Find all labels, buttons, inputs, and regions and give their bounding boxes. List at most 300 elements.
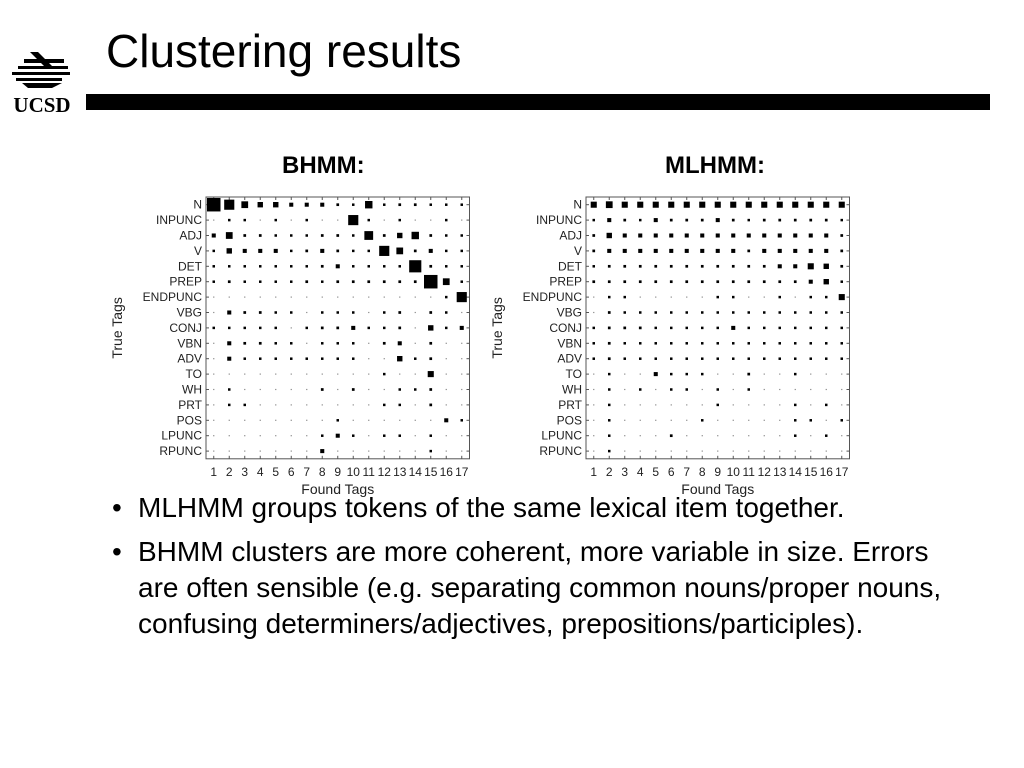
heatmap-cell xyxy=(794,311,797,314)
heatmap-cell xyxy=(841,374,842,375)
heatmap-cell xyxy=(637,202,643,208)
x-tick-label: 17 xyxy=(835,464,849,479)
heatmap-cell xyxy=(352,280,355,283)
heatmap-cell xyxy=(306,420,307,421)
heatmap-cell xyxy=(306,219,309,222)
heatmap-cell xyxy=(671,420,672,421)
y-tick-label: INPUNC xyxy=(535,213,582,228)
heatmap-cell xyxy=(717,388,720,391)
heatmap-cell xyxy=(640,374,641,375)
heatmap-cell xyxy=(275,280,278,283)
heatmap-cell xyxy=(446,358,447,359)
heatmap-cell xyxy=(337,311,340,314)
heatmap-cell xyxy=(368,312,369,313)
heatmap-cell xyxy=(291,374,292,375)
heatmap-cell xyxy=(701,311,704,314)
heatmap-cell xyxy=(686,297,687,298)
heatmap-cell xyxy=(717,357,720,360)
heatmap-cell xyxy=(717,435,718,436)
heatmap-cell xyxy=(669,233,673,237)
heatmap-cell xyxy=(429,404,432,407)
heatmap-cell xyxy=(275,234,278,237)
heatmap-cell xyxy=(368,219,371,222)
heatmap-cell xyxy=(229,297,230,298)
heatmap-cell xyxy=(748,297,749,298)
heatmap-cell xyxy=(840,265,843,268)
heatmap-cell xyxy=(653,202,659,208)
mlhmm-chart-title: MLHMM: xyxy=(665,152,765,179)
heatmap-cell xyxy=(654,372,658,376)
heatmap-cell xyxy=(655,342,658,345)
heatmap-cell xyxy=(461,419,464,422)
heatmap-cell xyxy=(624,311,627,314)
heatmap-cell xyxy=(733,451,734,452)
heatmap-cell xyxy=(446,389,447,390)
heatmap-cell xyxy=(228,219,231,222)
heatmap-cell xyxy=(384,420,385,421)
heatmap-cell xyxy=(291,297,292,298)
heatmap-cell xyxy=(655,357,658,360)
heatmap-cell xyxy=(383,373,386,376)
heatmap-cell xyxy=(779,451,780,452)
heatmap-cell xyxy=(461,312,462,313)
heatmap-cell xyxy=(398,203,401,206)
x-tick-label: 14 xyxy=(408,464,422,479)
heatmap-cell xyxy=(430,420,431,421)
heatmap-cell xyxy=(701,280,704,283)
heatmap-cell xyxy=(764,420,765,421)
heatmap-cell xyxy=(274,249,278,253)
heatmap-cell xyxy=(336,264,340,268)
heatmap-cell xyxy=(430,297,431,298)
heatmap-cell xyxy=(732,265,735,268)
heatmap-cell xyxy=(794,434,797,437)
heatmap-cell xyxy=(397,233,402,238)
heatmap-cell xyxy=(670,357,673,360)
heatmap-cell xyxy=(399,219,402,222)
heatmap-cell xyxy=(399,265,402,268)
heatmap-cell xyxy=(461,280,464,283)
heatmap-cell xyxy=(352,203,355,206)
heatmap-cell xyxy=(275,311,278,314)
heatmap-cell xyxy=(794,404,797,407)
heatmap-cell xyxy=(795,451,796,452)
heatmap-cell xyxy=(747,265,750,268)
heatmap-cell xyxy=(320,249,324,253)
heatmap-cell xyxy=(731,233,735,237)
y-axis-label: True Tags xyxy=(489,297,505,359)
heatmap-cell xyxy=(717,311,720,314)
heatmap-cell xyxy=(686,311,689,314)
heatmap-cell xyxy=(593,219,596,222)
heatmap-cell xyxy=(841,404,842,405)
heatmap-cell xyxy=(701,219,704,222)
heatmap-cell xyxy=(685,233,689,237)
x-tick-label: 8 xyxy=(318,464,326,479)
heatmap-cell xyxy=(810,404,811,405)
slide-title: Clustering results xyxy=(106,25,462,77)
heatmap-cell xyxy=(321,265,324,268)
heatmap-cell xyxy=(461,358,462,359)
heatmap-cell xyxy=(244,451,245,452)
heatmap-cell xyxy=(824,233,828,237)
heatmap-cell xyxy=(761,202,767,208)
heatmap-cell xyxy=(227,341,231,345)
heatmap-cell xyxy=(258,249,262,253)
heatmap-cell xyxy=(732,311,735,314)
heatmap-cell xyxy=(414,250,417,253)
heatmap-cell xyxy=(593,297,594,298)
heatmap-cell xyxy=(445,250,448,253)
heatmap-cell xyxy=(384,220,385,221)
heatmap-cell xyxy=(429,265,432,268)
heatmap-cell xyxy=(258,202,263,207)
heatmap-cell xyxy=(809,249,813,253)
heatmap-cell xyxy=(639,311,642,314)
heatmap-cell xyxy=(746,202,752,208)
heatmap-cell xyxy=(701,327,704,330)
heatmap-cell xyxy=(640,297,641,298)
heatmap-cell xyxy=(306,374,307,375)
heatmap-cell xyxy=(275,404,276,405)
y-tick-label: DET xyxy=(178,259,202,274)
y-tick-label: ADJ xyxy=(179,228,202,243)
heatmap-cell xyxy=(808,202,814,208)
heatmap-cell xyxy=(763,280,766,283)
y-tick-label: PRT xyxy=(178,397,202,412)
heatmap-cell xyxy=(444,418,448,422)
heatmap-cell xyxy=(639,219,642,222)
heatmap-cell xyxy=(809,280,813,284)
heatmap-cell xyxy=(399,297,400,298)
heatmap-cell xyxy=(415,327,416,328)
heatmap-cell xyxy=(383,203,386,206)
heatmap-cell xyxy=(428,325,433,330)
x-tick-label: 11 xyxy=(362,464,375,479)
heatmap-cell xyxy=(399,388,402,391)
heatmap-cell xyxy=(430,220,431,221)
x-tick-label: 8 xyxy=(698,464,706,479)
heatmap-cell xyxy=(777,202,783,208)
heatmap-cell xyxy=(779,389,780,390)
x-axis-label: Found Tags xyxy=(681,480,755,497)
x-tick-label: 14 xyxy=(788,464,802,479)
heatmap-cell xyxy=(593,265,596,268)
heatmap-cell xyxy=(291,389,292,390)
heatmap-cell xyxy=(841,219,844,222)
heatmap-cell xyxy=(275,451,276,452)
heatmap-cell xyxy=(668,202,674,208)
heatmap-cell xyxy=(322,420,323,421)
heatmap-cell xyxy=(321,388,324,391)
heatmap-cell xyxy=(368,358,369,359)
heatmap-cell xyxy=(384,451,385,452)
heatmap-cell xyxy=(429,249,433,253)
heatmap-cell xyxy=(352,265,355,268)
heatmap-cell xyxy=(638,233,642,237)
heatmap-cell xyxy=(213,435,214,436)
x-tick-label: 13 xyxy=(773,464,787,479)
heatmap-cell xyxy=(764,435,765,436)
heatmap-cell xyxy=(655,404,656,405)
heatmap-cell xyxy=(352,250,355,253)
heatmap-cell xyxy=(383,327,386,330)
y-tick-label: PREP xyxy=(549,274,582,289)
heatmap-cell xyxy=(227,310,231,314)
heatmap-cell xyxy=(640,420,641,421)
heatmap-cell xyxy=(430,203,433,206)
heatmap-cell xyxy=(747,250,750,253)
heatmap-cell xyxy=(778,219,781,222)
heatmap-cell xyxy=(461,404,462,405)
heatmap-cell xyxy=(639,280,642,283)
heatmap-cell xyxy=(352,388,355,391)
heatmap-cell xyxy=(461,220,462,221)
heatmap-cell xyxy=(624,451,625,452)
heatmap-cell xyxy=(399,404,402,407)
heatmap-cell xyxy=(337,389,338,390)
heatmap-cell xyxy=(655,435,656,436)
heatmap-cell xyxy=(321,357,324,360)
heatmap-cell xyxy=(461,374,462,375)
heatmap-cell xyxy=(336,280,339,283)
heatmap-cell xyxy=(747,373,750,376)
heatmap-cell xyxy=(608,404,611,407)
heatmap-cell xyxy=(748,311,751,314)
heatmap-cell xyxy=(213,265,216,268)
heatmap-cell xyxy=(702,451,703,452)
heatmap-cell xyxy=(748,219,751,222)
heatmap-cell xyxy=(461,203,464,206)
heatmap-cell xyxy=(244,280,247,283)
x-tick-label: 4 xyxy=(636,464,644,479)
heatmap-cell xyxy=(273,202,278,207)
heatmap-cell xyxy=(747,233,751,237)
heatmap-cell xyxy=(321,311,324,314)
y-tick-label: RPUNC xyxy=(539,444,582,459)
heatmap-cell xyxy=(446,374,447,375)
heatmap-cell xyxy=(398,327,401,330)
y-tick-label: PRT xyxy=(558,397,582,412)
heatmap-cell xyxy=(398,311,401,314)
heatmap-cell xyxy=(764,451,765,452)
heatmap-cell xyxy=(415,451,416,452)
heatmap-cell xyxy=(207,198,221,212)
heatmap-cell xyxy=(213,451,214,452)
heatmap-cell xyxy=(415,297,416,298)
heatmap-cell xyxy=(592,280,595,283)
heatmap-cell xyxy=(383,234,386,237)
heatmap-cell xyxy=(593,451,594,452)
heatmap-cell xyxy=(430,450,433,453)
heatmap-cell xyxy=(808,263,814,269)
heatmap-cell xyxy=(415,374,416,375)
heatmap-cell xyxy=(337,220,338,221)
heatmap-cell xyxy=(445,296,448,299)
heatmap-cell xyxy=(384,297,385,298)
y-tick-label: LPUNC xyxy=(161,428,202,443)
heatmap-cell xyxy=(593,404,594,405)
heatmap-cell xyxy=(260,420,261,421)
heatmap-cell xyxy=(731,249,735,253)
heatmap-cell xyxy=(699,202,705,208)
x-tick-label: 16 xyxy=(819,464,833,479)
x-tick-label: 12 xyxy=(377,464,391,479)
heatmap-cell xyxy=(778,233,782,237)
heatmap-cell xyxy=(764,404,765,405)
heatmap-cell xyxy=(624,404,625,405)
heatmap-cell xyxy=(670,280,673,283)
heatmap-cell xyxy=(260,389,261,390)
heatmap-cell xyxy=(717,404,720,407)
heatmap-cell xyxy=(826,374,827,375)
heatmap-cell xyxy=(841,357,844,360)
heatmap-cell xyxy=(290,234,293,237)
heatmap-cell xyxy=(243,342,246,345)
heatmap-cell xyxy=(607,233,612,238)
heatmap-cell xyxy=(655,311,658,314)
heatmap-cell xyxy=(839,294,845,300)
heatmap-cell xyxy=(823,202,829,208)
heatmap-cell xyxy=(336,250,339,253)
heatmap-cell xyxy=(244,389,245,390)
heatmap-cell xyxy=(700,233,704,237)
heatmap-cell xyxy=(810,451,811,452)
heatmap-cell xyxy=(383,434,386,437)
x-tick-label: 3 xyxy=(621,464,629,479)
heatmap-cell xyxy=(337,297,338,298)
heatmap-cell xyxy=(779,420,780,421)
heatmap-cell xyxy=(337,451,338,452)
heatmap-cell xyxy=(670,373,673,376)
heatmap-cell xyxy=(593,435,594,436)
heatmap-cell xyxy=(841,451,842,452)
heatmap-cell xyxy=(212,233,216,237)
heatmap-cell xyxy=(336,234,339,237)
heatmap-cell xyxy=(398,341,402,345)
y-tick-label: ADJ xyxy=(559,228,582,243)
heatmap-cell xyxy=(368,435,369,436)
heatmap-cell xyxy=(291,451,292,452)
heatmap-cell xyxy=(306,451,307,452)
heatmap-cell xyxy=(623,233,627,237)
heatmap-cell xyxy=(655,420,656,421)
heatmap-cell xyxy=(607,218,611,222)
heatmap-cell xyxy=(733,374,734,375)
heatmap-cell xyxy=(732,342,735,345)
heatmap-cell xyxy=(624,296,627,299)
heatmap-cell xyxy=(289,203,293,207)
heatmap-cell xyxy=(730,202,736,208)
heatmap-cell xyxy=(623,327,626,330)
heatmap-cell xyxy=(415,312,416,313)
heatmap-cell xyxy=(228,327,231,330)
heatmap-cell xyxy=(839,202,845,208)
heatmap-cell xyxy=(640,451,641,452)
y-tick-label: WH xyxy=(182,382,202,397)
heatmap-cell xyxy=(213,297,214,298)
heatmap-cell xyxy=(337,342,340,345)
heatmap-cell xyxy=(608,434,611,437)
heatmap-cell xyxy=(794,342,797,345)
heatmap-cell xyxy=(383,342,386,345)
heatmap-cell xyxy=(213,327,216,330)
x-tick-label: 16 xyxy=(439,464,453,479)
y-tick-label: VBN xyxy=(557,336,582,351)
heatmap-cell xyxy=(352,357,355,360)
heatmap-cell xyxy=(259,234,262,237)
heatmap-cell xyxy=(396,248,403,255)
heatmap-cell xyxy=(670,327,673,330)
heatmap-cell xyxy=(778,280,781,283)
heatmap-cell xyxy=(398,280,401,283)
heatmap-cell xyxy=(213,420,214,421)
heatmap-cell xyxy=(608,311,611,314)
heatmap-cell xyxy=(825,342,828,345)
heatmap-cell xyxy=(810,374,811,375)
heatmap-cell xyxy=(608,357,611,360)
heatmap-cell xyxy=(367,280,370,283)
x-tick-label: 2 xyxy=(605,464,613,479)
heatmap-cell xyxy=(701,265,704,268)
heatmap-cell xyxy=(840,250,843,253)
heatmap-cell xyxy=(291,404,292,405)
heatmap-cell xyxy=(639,265,642,268)
heatmap-cell xyxy=(259,311,262,314)
heatmap-cell xyxy=(260,451,261,452)
x-tick-label: 3 xyxy=(241,464,249,479)
heatmap-cell xyxy=(778,264,782,268)
title-rule xyxy=(86,94,990,110)
heatmap-cell xyxy=(379,246,389,256)
heatmap-cell xyxy=(213,343,214,344)
heatmap-cell xyxy=(260,374,261,375)
heatmap-cell xyxy=(409,260,421,272)
heatmap-cell xyxy=(368,451,369,452)
heatmap-cell xyxy=(336,434,340,438)
heatmap-cell xyxy=(383,404,386,407)
heatmap-cell xyxy=(686,357,689,360)
y-tick-label: WH xyxy=(562,382,582,397)
y-tick-label: POS xyxy=(556,413,582,428)
heatmap-cell xyxy=(825,296,828,299)
x-tick-label: 15 xyxy=(424,464,438,479)
heatmap-cell xyxy=(733,420,734,421)
heatmap-cell xyxy=(810,296,813,299)
heatmap-cell xyxy=(826,451,827,452)
heatmap-cell xyxy=(748,435,749,436)
heatmap-cell xyxy=(654,233,658,237)
heatmap-cell xyxy=(275,342,278,345)
heatmap-cell xyxy=(655,327,658,330)
heatmap-cell xyxy=(732,280,735,283)
heatmap-cell xyxy=(810,327,813,330)
heatmap-cell xyxy=(226,232,233,239)
ucsd-logo xyxy=(4,50,80,120)
heatmap-cell xyxy=(415,404,416,405)
x-tick-label: 10 xyxy=(726,464,740,479)
heatmap-cell xyxy=(306,327,309,330)
heatmap-cell xyxy=(778,249,782,253)
heatmap-cell xyxy=(763,327,766,330)
heatmap-cell xyxy=(762,249,766,253)
heatmap-cell xyxy=(244,435,245,436)
x-tick-label: 17 xyxy=(455,464,469,479)
heatmap-cell xyxy=(702,435,703,436)
heatmap-cell xyxy=(639,388,642,391)
heatmap-cell xyxy=(275,297,276,298)
heatmap-cell xyxy=(243,249,247,253)
